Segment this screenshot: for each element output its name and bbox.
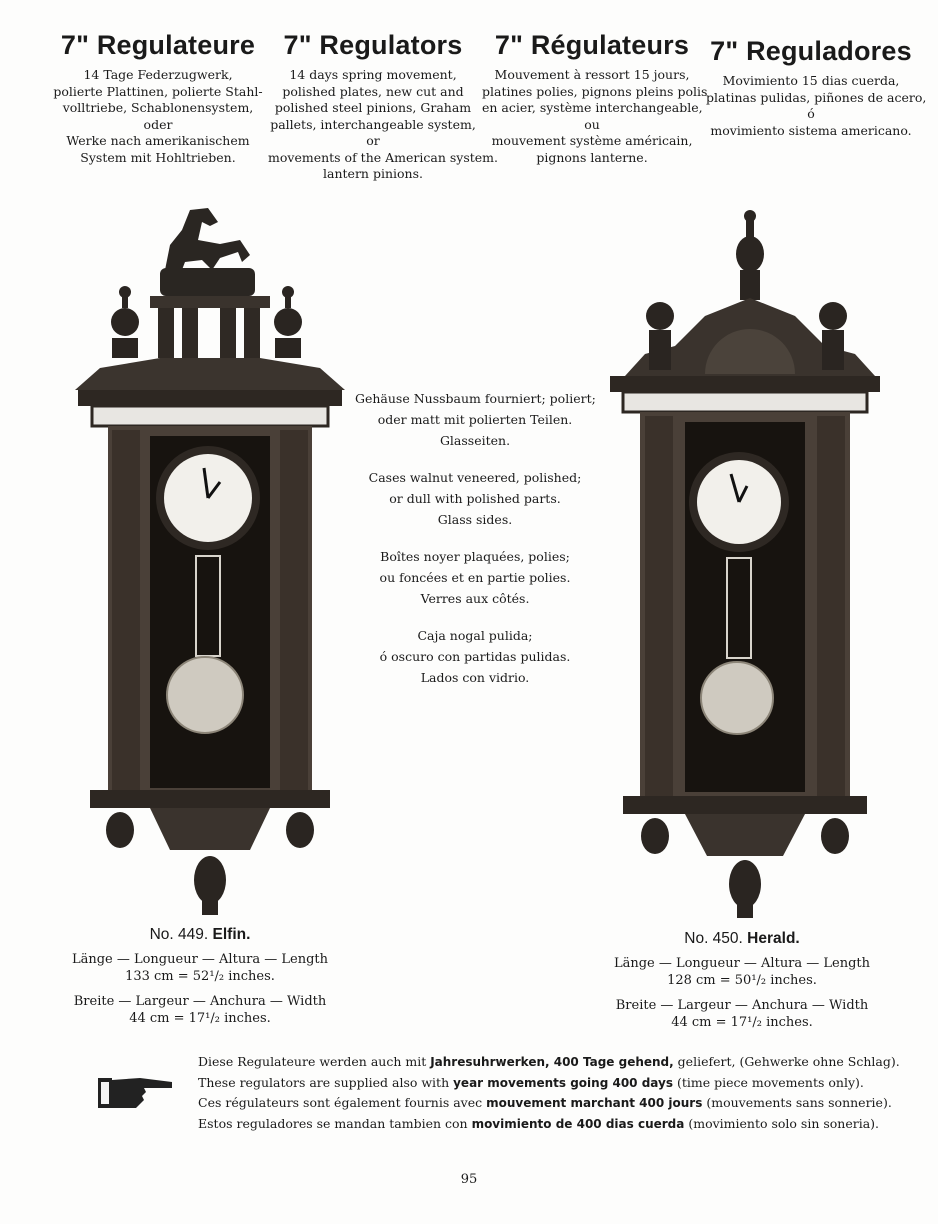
pointing-hand-icon [96, 1072, 174, 1112]
base-ledge [623, 796, 867, 814]
width-value: 44 cm = 17¹/₂ inches. [671, 1015, 813, 1030]
description-line: volltriebe, Schablonensystem, [62, 100, 254, 115]
description-line: movimiento sistema americano. [710, 122, 912, 138]
pediment [75, 358, 345, 390]
note-emphasis: movimiento de 400 dias cuerda [471, 1116, 685, 1131]
model-title [70, 926, 330, 943]
side-column-left [645, 416, 673, 796]
description-line: polished steel pinions, Graham [274, 100, 472, 115]
case-line: ó oscuro con partidas pulidas. [379, 649, 571, 664]
description-line: movements of the American system. [268, 149, 498, 165]
description-line: lantern pinions. [323, 166, 423, 181]
note-text: Ces régulateurs sont également fournis avec [198, 1095, 487, 1110]
case-line: Caja nogal pulida; [417, 628, 533, 643]
description-line: Movimiento 15 dias cuerda, [722, 73, 900, 88]
finial-left [646, 302, 674, 370]
note-text: Estos reguladores se mandan tambien con [198, 1115, 472, 1131]
note-text: (time piece movements only). [672, 1074, 864, 1090]
length-label: Länge — Longueur — Altura — Length [613, 956, 871, 971]
width-label: Breite — Largeur — Anchura — Width [615, 998, 869, 1013]
length-label: Länge — Longueur — Altura — Length [71, 952, 329, 967]
note-emphasis: mouvement marchant 400 jours [486, 1096, 703, 1110]
note-text: Diese Regulateure werden auch mit [198, 1054, 431, 1069]
width-label: Breite — Largeur — Anchura — Width [73, 994, 327, 1009]
case-line: or dull with polished parts. [389, 491, 561, 506]
case-description [355, 388, 595, 704]
pendulum-bob [167, 657, 243, 733]
side-column-right [280, 430, 308, 790]
case-description-french [355, 546, 595, 609]
model-title [612, 930, 872, 947]
note-line [198, 1114, 900, 1135]
finial-right [819, 302, 847, 370]
description-line: polierte Plattinen, polierte Stahl- [53, 83, 263, 99]
header-french [482, 30, 708, 166]
header-description [482, 67, 708, 166]
crown-cap [150, 296, 270, 308]
case-line: Glass sides. [437, 512, 513, 527]
length-value: 133 cm = 52¹/₂ inches. [125, 969, 275, 984]
model-name: Herald. [747, 930, 800, 947]
cornice [610, 376, 880, 392]
description-line: platines polies, pignons pleins polis [482, 83, 708, 99]
case-line: Verres aux côtés. [420, 591, 530, 606]
description-line: Werke nach amerikanischem [66, 133, 250, 148]
case-line: oder matt mit polierten Teilen. [377, 412, 573, 427]
side-column-left [112, 430, 140, 790]
description-line: ou [584, 116, 600, 132]
case-description-english [355, 467, 595, 530]
header-description [268, 67, 498, 183]
description-line: platinas pulidas, piñones de acero, [706, 89, 927, 105]
description-line: ó [807, 106, 815, 121]
base-apron [685, 814, 805, 856]
note-text: geliefert, (Gehwerke ohne Schlag). [673, 1054, 900, 1069]
description-line: 14 days spring movement, [289, 67, 457, 82]
header-title: 7" Regulators [283, 30, 463, 60]
note-line [198, 1052, 900, 1073]
header-spanish [706, 36, 927, 139]
header-description [706, 73, 927, 139]
dentil-band [92, 406, 328, 426]
note-line [198, 1073, 900, 1094]
description-line: Mouvement à ressort 15 jours, [494, 67, 690, 82]
description-line: mouvement système américain, [491, 133, 693, 148]
top-finial [736, 210, 764, 300]
cornice [78, 390, 342, 406]
crown-columns [158, 308, 260, 358]
base-ledge [90, 790, 330, 808]
case-line: Glasseiten. [439, 433, 511, 448]
description-line: oder [143, 116, 173, 132]
finial-left [111, 286, 139, 358]
case-line: Gehäuse Nussbaum fourniert; poliert; [355, 391, 596, 406]
header-description [48, 67, 268, 166]
case-line: Lados con vidrio. [420, 670, 530, 685]
model-number: No. 450. [684, 930, 743, 947]
case-line: Cases walnut veneered, polished; [368, 470, 582, 485]
note-emphasis: Jahresuhrwerken, 400 Tage gehend, [430, 1055, 674, 1069]
model-name: Elfin. [212, 926, 251, 943]
note-emphasis: year movements going 400 days [453, 1075, 673, 1090]
case-description-spanish [355, 625, 595, 688]
finial-right [274, 286, 302, 358]
side-column-right [817, 416, 845, 796]
note-text: (movimiento solo sin soneria). [684, 1115, 880, 1131]
width-value: 44 cm = 17¹/₂ inches. [129, 1011, 271, 1026]
header-german [48, 30, 268, 166]
pendulum-bob [701, 662, 773, 734]
description-line: en acier, système interchangeable, [482, 100, 703, 115]
description-line: or [366, 133, 380, 148]
model-449-caption [70, 926, 330, 1027]
model-number: No. 449. [149, 926, 209, 943]
dentil-band [623, 392, 867, 412]
header-title: 7" Régulateurs [494, 30, 690, 60]
description-line: pignons lanterne. [536, 149, 648, 165]
note-text: These regulators are supplied also with [198, 1074, 454, 1090]
length-value: 128 cm = 50¹/₂ inches. [667, 973, 817, 988]
description-line: polished plates, new cut and [282, 83, 464, 99]
page-number: 95 [460, 1172, 478, 1187]
clock-elfin-illustration [70, 200, 350, 925]
header-english [268, 30, 498, 183]
description-line: pallets, interchangeable system, [270, 116, 476, 132]
note-line [198, 1093, 900, 1114]
case-line: ou foncées et en partie polies. [379, 570, 571, 585]
case-line: Boîtes noyer plaquées, polies; [380, 549, 570, 564]
header-title: 7" Reguladores [710, 36, 912, 66]
base-apron [150, 808, 270, 850]
clock-herald-illustration [605, 206, 885, 924]
description-line: 14 Tage Federzugwerk, [83, 67, 233, 82]
model-450-caption [612, 930, 872, 1031]
description-line: System mit Hohltrieben. [80, 149, 236, 165]
case-description-german [355, 388, 595, 451]
note-text: (mouvements sans sonnerie). [702, 1095, 892, 1110]
year-movement-note [198, 1052, 900, 1134]
horse-statue [160, 208, 255, 296]
header-title: 7" Regulateure [60, 30, 256, 60]
